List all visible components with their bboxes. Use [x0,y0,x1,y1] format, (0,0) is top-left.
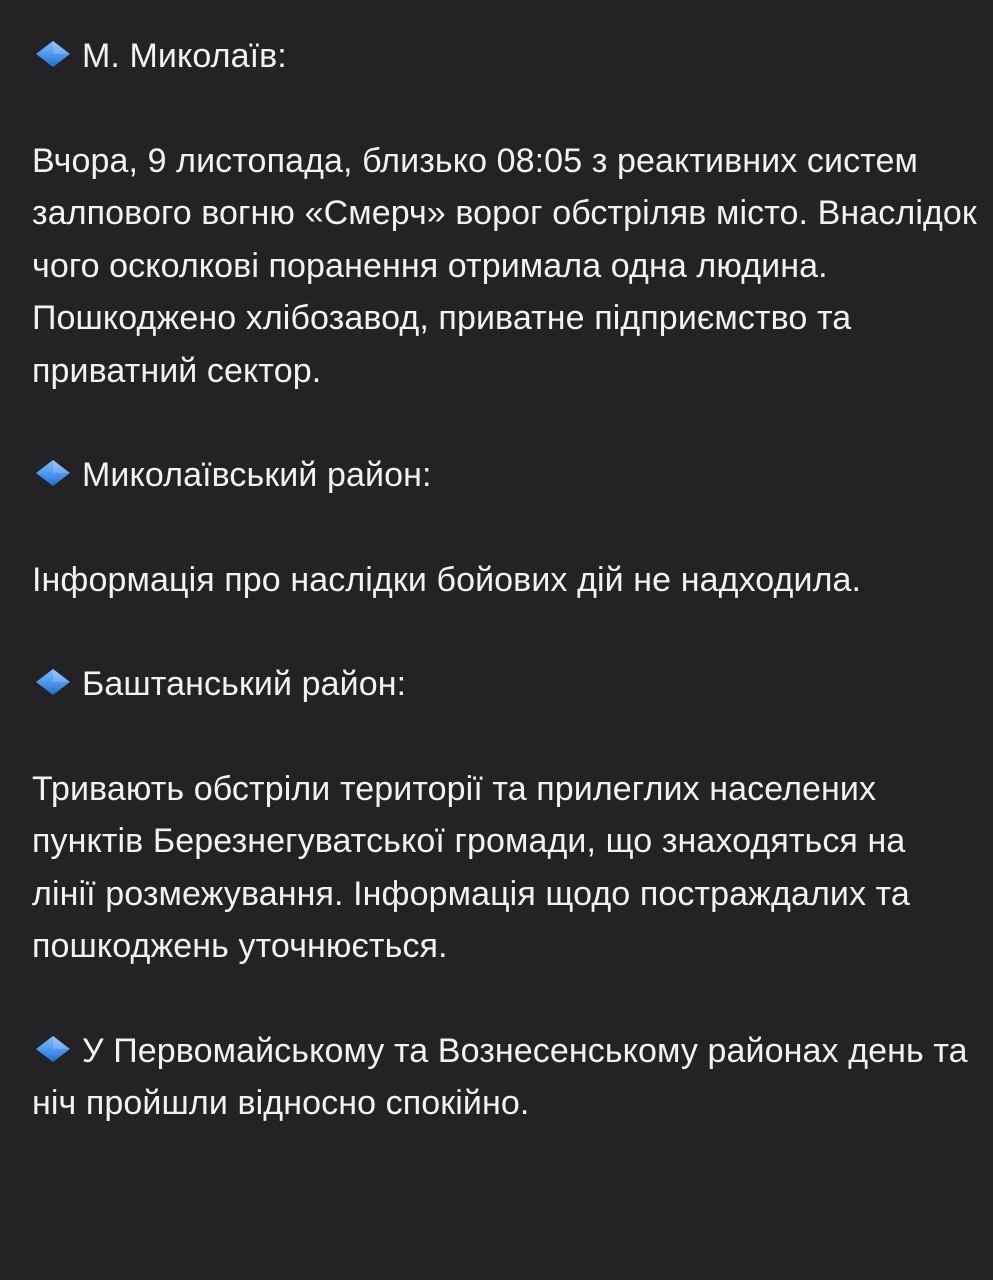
section-paragraph: Тривають обстріли території та прилеглих населених пунктів Березнегуватської громади, що знаходяться на лінії розмежування. Інформація щодо постраждалих та пошкоджень уточнюється. [32,769,910,965]
message-body [32,30,977,1130]
small-blue-diamond-icon [32,458,74,488]
section-paragraph: Інформація про наслідки бойових дій не надходила. [32,560,862,599]
section-heading-pervomaisk-voznesensk [32,1025,977,1130]
small-blue-diamond-icon [32,39,74,69]
section-heading-mykolaiv-district [32,449,977,502]
section-heading-mykolaiv-city [32,30,977,83]
section-heading-text: Миколаївський район: [82,456,432,494]
small-blue-diamond-icon [32,667,74,697]
section-heading-bashtanka-district [32,658,977,711]
section-paragraph: Вчора, 9 листопада, близько 08:05 з реактивних систем залпового вогню «Смерч» ворог обстріляв місто. Внаслідок чого осколкові поранення отримала одна людина. Пошкоджено хлібозавод, приватне підприємство та приватний сектор. [32,141,977,390]
section-heading-text: М. Миколаїв: [82,37,287,75]
small-blue-diamond-icon [32,1034,74,1064]
section-heading-text: У Первомайському та Вознесенському районах день та ніч пройшли відносно спокійно. [32,1031,968,1122]
section-heading-text: Баштанський район: [82,665,407,703]
